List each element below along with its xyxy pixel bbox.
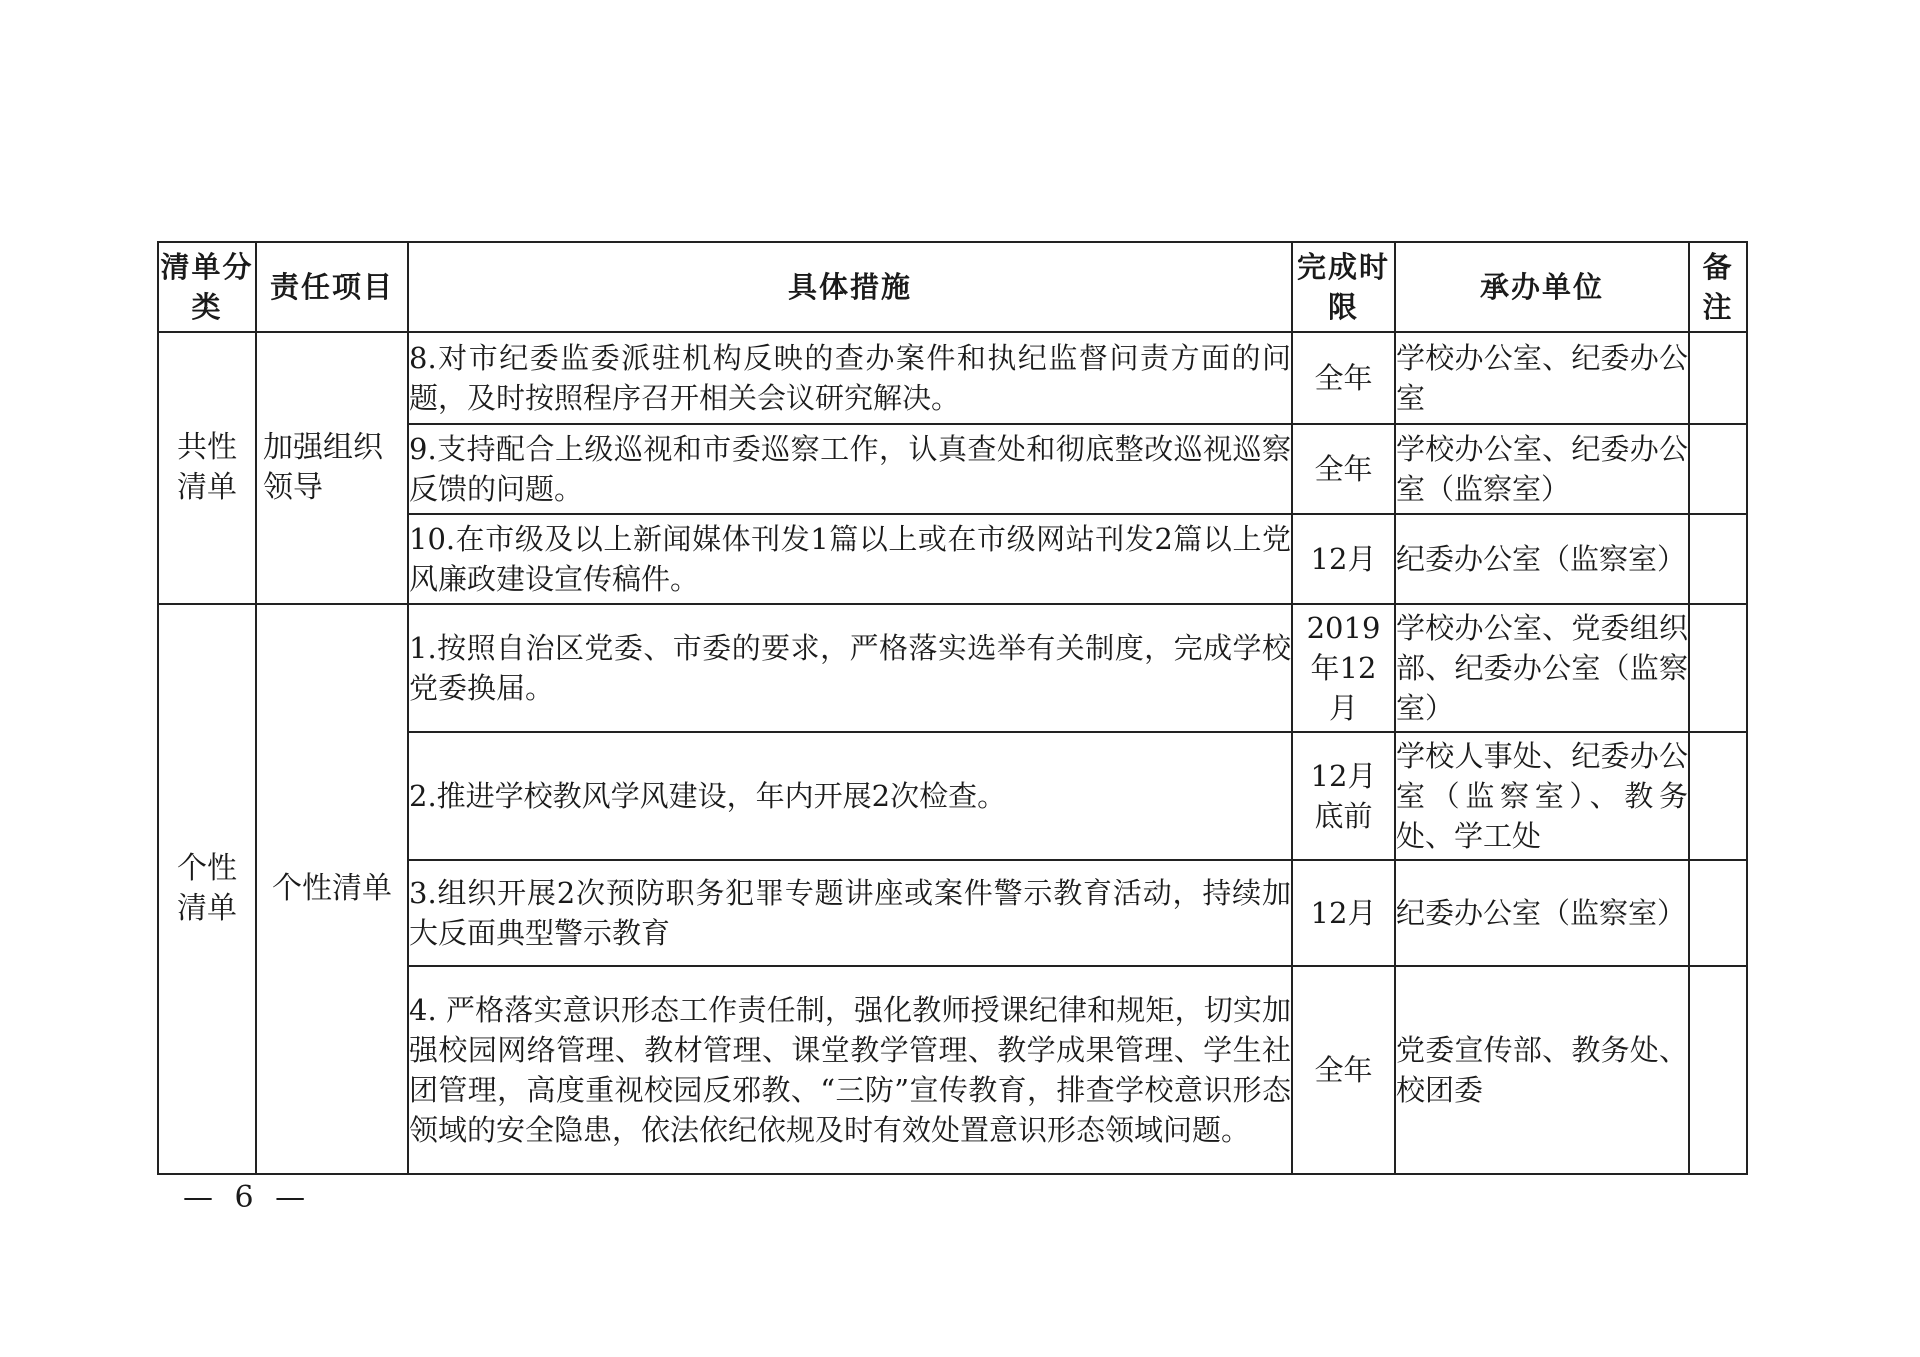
header-deadline: 完成时限 <box>1292 242 1395 332</box>
unit-cell: 党委宣传部、教务处、校团委 <box>1395 966 1689 1174</box>
unit-cell: 学校办公室、纪委办公室（监察室） <box>1395 424 1689 514</box>
deadline-cell: 12月 <box>1292 514 1395 604</box>
notes-cell <box>1689 514 1747 604</box>
measure-cell: 9.支持配合上级巡视和市委巡察工作，认真查处和彻底整改巡视巡察反馈的问题。 <box>408 424 1292 514</box>
measure-cell: 8.对市纪委监委派驻机构反映的查办案件和执纪监督问责方面的问题，及时按照程序召开相关会议研究解决。 <box>408 332 1292 424</box>
table-row <box>158 332 1747 424</box>
category-cell: 共性清单 <box>158 332 256 604</box>
unit-cell: 纪委办公室（监察室） <box>1395 860 1689 966</box>
page-number: — 6 — <box>183 1180 312 1215</box>
unit-cell: 学校办公室、党委组织部、纪委办公室（监察室） <box>1395 604 1689 732</box>
deadline-cell: 12月 <box>1292 860 1395 966</box>
header-category: 清单分类 <box>158 242 256 332</box>
header-unit: 承办单位 <box>1395 242 1689 332</box>
responsibility-table <box>157 241 1748 1175</box>
item-cell: 加强组织领导 <box>256 332 408 604</box>
header-notes: 备注 <box>1689 242 1747 332</box>
notes-cell <box>1689 732 1747 860</box>
unit-cell: 纪委办公室（监察室） <box>1395 514 1689 604</box>
unit-cell: 学校办公室、纪委办公室 <box>1395 332 1689 424</box>
deadline-cell: 全年 <box>1292 332 1395 424</box>
measure-cell: 3.组织开展2次预防职务犯罪专题讲座或案件警示教育活动，持续加大反面典型警示教育 <box>408 860 1292 966</box>
notes-cell <box>1689 604 1747 732</box>
measure-cell: 2.推进学校教风学风建设，年内开展2次检查。 <box>408 732 1292 860</box>
category-cell: 个性清单 <box>158 604 256 1174</box>
deadline-cell: 2019年12月 <box>1292 604 1395 732</box>
deadline-cell: 全年 <box>1292 966 1395 1174</box>
table-row <box>158 604 1747 732</box>
deadline-cell: 12月底前 <box>1292 732 1395 860</box>
notes-cell <box>1689 424 1747 514</box>
header-item: 责任项目 <box>256 242 408 332</box>
item-cell: 个性清单 <box>256 604 408 1174</box>
unit-cell: 学校人事处、纪委办公室（监察室）、教务处、学工处 <box>1395 732 1689 860</box>
header-row <box>158 242 1747 332</box>
measure-cell: 4. 严格落实意识形态工作责任制，强化教师授课纪律和规矩，切实加强校园网络管理、教材管理、课堂教学管理、教学成果管理、学生社团管理，高度重视校园反邪教、“三防”宣传教育，排查学校意识形态领域的安全隐患，依法依纪依规及时有效处置意识形态领域问题。 <box>408 966 1292 1174</box>
notes-cell <box>1689 332 1747 424</box>
measure-cell: 1.按照自治区党委、市委的要求，严格落实选举有关制度，完成学校党委换届。 <box>408 604 1292 732</box>
header-measures: 具体措施 <box>408 242 1292 332</box>
deadline-cell: 全年 <box>1292 424 1395 514</box>
measure-cell: 10.在市级及以上新闻媒体刊发1篇以上或在市级网站刊发2篇以上党风廉政建设宣传稿件。 <box>408 514 1292 604</box>
notes-cell <box>1689 860 1747 966</box>
notes-cell <box>1689 966 1747 1174</box>
